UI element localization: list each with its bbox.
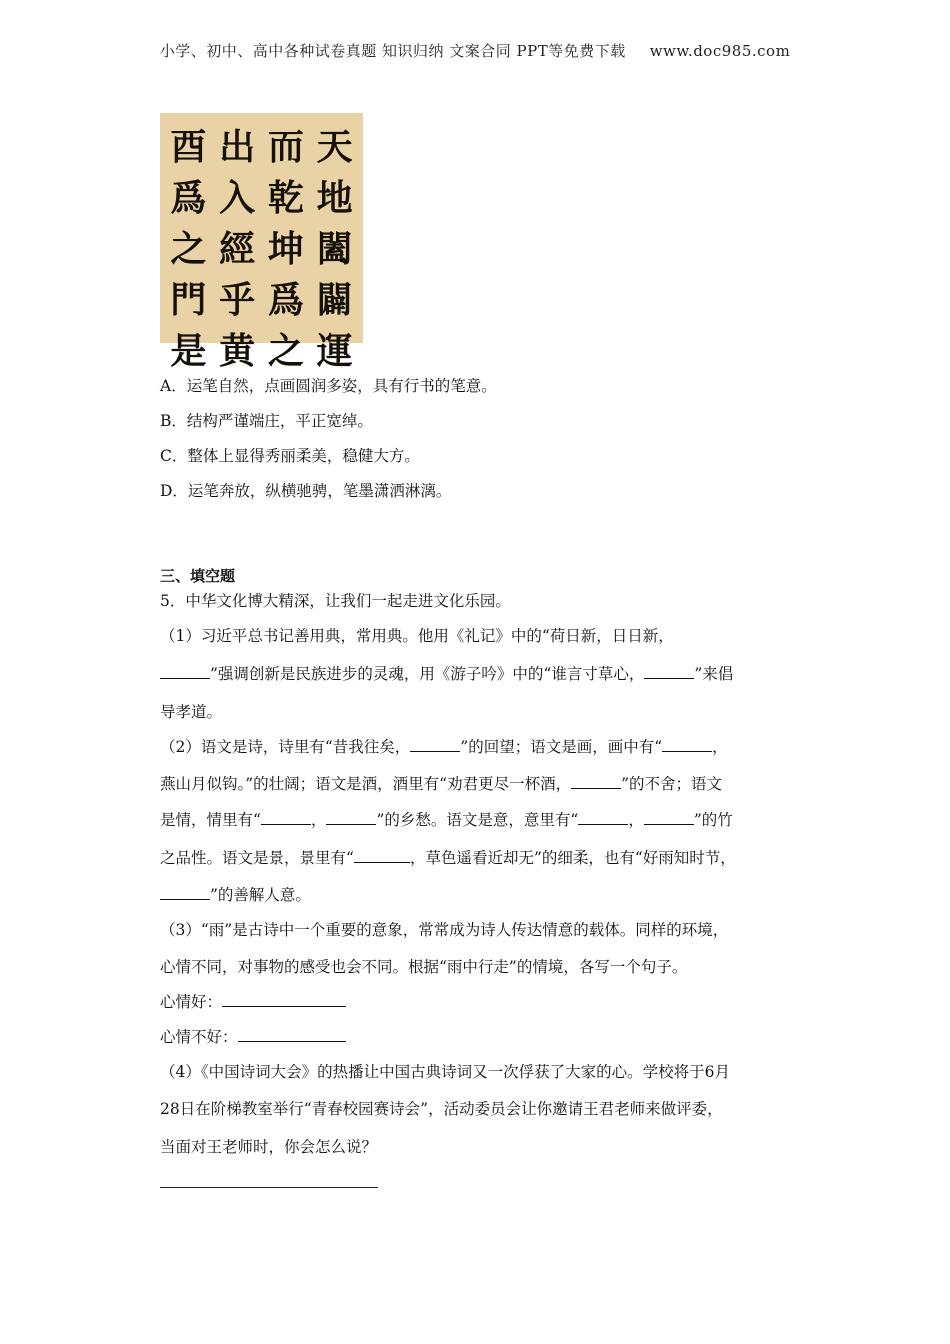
part1-line3: 导孝道。 <box>160 703 223 721</box>
answer-blank[interactable] <box>261 810 311 825</box>
part2-line5: ”的善解人意。 <box>160 885 311 905</box>
calligraphy-char: 經 <box>219 228 256 270</box>
option-a: A．运笔自然，点画圆润多姿，具有行书的笔意。 <box>160 377 497 395</box>
part1-line1: （1）习近平总书记善用典，常用典。他用《礼记》中的“荷日新，日日新， <box>160 627 674 645</box>
header-text: 小学、初中、高中各种试卷真题 知识归纳 文案合同 PPT等免费下载 <box>159 42 626 60</box>
calligraphy-char: 坤 <box>267 228 304 270</box>
part2-line2: 燕山月似钩。”的壮阔；语文是酒，酒里有“劝君更尽一杯酒， ”的不舍；语文 <box>160 775 723 793</box>
answer-line[interactable] <box>160 1186 378 1188</box>
part4-line3: 当面对王老师时，你会怎么说？ <box>160 1138 378 1156</box>
calligraphy-image <box>160 113 363 372</box>
part4-line1: （4）《中国诗词大会》的热播让中国古典诗词又一次俘获了大家的心。学校将于6月 <box>160 1063 730 1081</box>
answer-blank[interactable] <box>238 1027 346 1042</box>
part2-line4: 之品性。语文是景，景里有“ ，草色遥看近却无”的细柔，也有“好雨知时节， <box>160 849 736 867</box>
section-title: 三、填空题 <box>160 567 236 585</box>
calligraphy-char: 酉 <box>170 126 207 168</box>
calligraphy-char: 天 <box>316 126 353 168</box>
answer-blank[interactable] <box>160 664 210 679</box>
part4-line2: 28日在阶梯教室举行“青春校园赛诗会”，活动委员会让你邀请王君老师来做评委， <box>160 1100 723 1118</box>
calligraphy-char: 之 <box>267 330 304 372</box>
calligraphy-char: 運 <box>316 330 353 372</box>
calligraphy-char: 地 <box>316 177 353 219</box>
answer-blank[interactable] <box>354 848 410 863</box>
answer-blank[interactable] <box>644 664 694 679</box>
answer-blank[interactable] <box>326 810 376 825</box>
calligraphy-char: 是 <box>170 330 207 372</box>
question-5: 5．中华文化博大精深，让我们一起走进文化乐园。 <box>160 592 511 610</box>
calligraphy-char: 闔 <box>316 228 353 270</box>
part3-line1: （3）“雨”是古诗中一个重要的意象，常常成为诗人传达情意的载体。同样的环境， <box>160 921 729 939</box>
header-site: www.doc985.com <box>649 42 791 60</box>
calligraphy-char: 門 <box>170 279 207 321</box>
answer-blank[interactable] <box>578 810 628 825</box>
option-d: D．运笔奔放，纵横驰骋，笔墨潇洒淋漓。 <box>160 482 452 500</box>
part3-line2: 心情不同，对事物的感受也会不同。根据“雨中行走”的情境，各写一个句子。 <box>160 958 688 976</box>
calligraphy-char: 之 <box>170 228 207 270</box>
answer-blank[interactable] <box>644 810 694 825</box>
answer-blank[interactable] <box>662 737 712 752</box>
calligraphy-char: 乎 <box>219 279 256 321</box>
answer-blank[interactable] <box>410 737 460 752</box>
calligraphy-char: 闢 <box>316 279 353 321</box>
answer-blank[interactable] <box>160 885 210 900</box>
part3-good: 心情好： <box>160 992 346 1012</box>
calligraphy-char: 入 <box>219 177 256 219</box>
calligraphy-char: 黄 <box>219 330 256 372</box>
part3-bad: 心情不好： <box>160 1027 346 1047</box>
calligraphy-char: 出 <box>219 126 256 168</box>
answer-blank[interactable] <box>571 774 621 789</box>
part2-line3: 是情，情里有“ ， ”的乡愁。语文是意，意里有“ ， ”的竹 <box>160 811 733 829</box>
part1-line2: ”强调创新是民族进步的灵魂，用《游子吟》中的“谁言寸草心， ”来倡 <box>160 664 733 684</box>
calligraphy-char: 乾 <box>267 177 304 219</box>
calligraphy-char: 爲 <box>267 279 304 321</box>
calligraphy-char: 爲 <box>170 177 207 219</box>
part2-line1: （2）语文是诗，诗里有“昔我往矣， ”的回望；语文是画，画中有“ ， <box>160 738 728 756</box>
calligraphy-char: 而 <box>267 126 304 168</box>
option-b: B．结构严谨端庄，平正宽绰。 <box>160 412 373 430</box>
option-c: C．整体上显得秀丽柔美，稳健大方。 <box>160 447 420 465</box>
page-header <box>0 40 950 61</box>
answer-blank[interactable] <box>222 992 346 1007</box>
